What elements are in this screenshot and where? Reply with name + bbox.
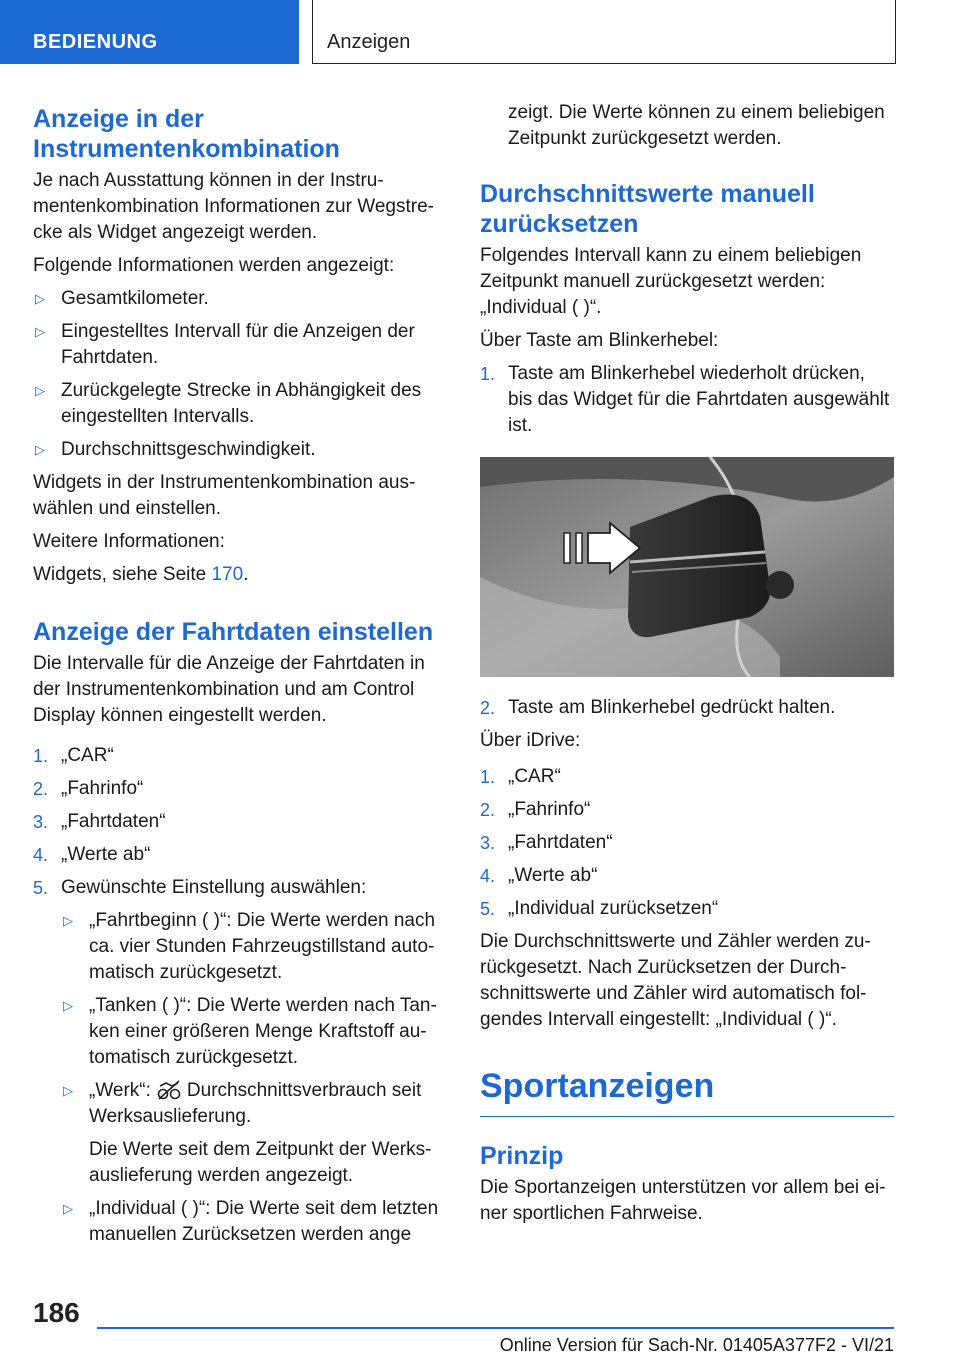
gear-factory-icon [157,1080,181,1100]
info-bullet-list [33,286,443,463]
list-item: 2. Taste am Blinkerhebel gedrückt halten. [480,697,836,718]
topic-tab: Anzeigen [312,0,896,64]
paragraph: Widgets in der Instrumentenkombination auswählen und einstellen. [33,472,416,519]
triangle-right-icon: ▷ [63,998,73,1013]
list-item: ▷ Zurückgelegte Strecke in Abhängigkeit des eingestellten Intervalls. [35,380,422,427]
list-item: 4. „Werte ab“ [480,865,598,886]
list-item: 1. „CAR“ [33,745,114,766]
right-column [480,100,894,1234]
paragraph: Folgende Informationen werden angezeigt: [33,255,395,276]
triangle-right-icon: ▷ [63,1083,73,1098]
list-item: ▷ „Individual ( )“: Die Werte seit dem letzten manuellen Zurücksetzen werden ange [63,1198,439,1245]
left-column [33,104,443,1255]
triangle-right-icon: ▷ [63,913,73,928]
footer-version-text: Online Version für Sach-Nr. 01405A377F2 - VI/21 [499,1335,894,1355]
list-item: 5. Gewünschte Einstellung auswählen: ▷ „Fahrtbeginn ( )“: Die Werte werden nach ca. vier Stunden Fahrzeugstillstand automatisch zurückgesetzt. ▷ „Tanken ( )“: Die Werte werden nach Tanken einer größeren Menge Kraftstoff automatisch zurückgesetzt. ▷ „Werk“: Durchschnittsverbrauch seit Werksauslieferung. Die Werte seit dem Zeitpunkt der Werksauslieferung werden angezeigt. ▷ „Individual ( )“: Die Werte seit dem letzten manuellen Zurücksetzen werden ange [33,875,443,1248]
heading-fahrtdaten-einstellen: Anzeige der Fahrtdaten einstellen [33,618,434,646]
list-item: 3. „Fahrtdaten“ [480,832,613,853]
heading-anzeige-instrumentenkombination: Anzeige in der Instrumentenkombination [33,105,340,163]
paragraph-page-reference: Widgets, siehe Seite 170. [33,564,249,585]
steps-list-lever-2 [480,695,894,721]
list-item-note: Die Werte seit dem Zeitpunkt der Werksauslieferung werden angezeigt. [89,1139,432,1186]
triangle-right-icon: ▷ [35,324,45,339]
list-item: 1. Taste am Blinkerhebel wiederholt drücken, bis das Widget für die Fahrtdaten ausgewählt ist. [480,363,890,436]
list-item: ▷ „Fahrtbeginn ( )“: Die Werte werden nach ca. vier Stunden Fahrzeugstillstand automatisch zurückgesetzt. [63,910,436,983]
steps-list-idrive [480,764,894,922]
turn-signal-lever-image [480,457,894,677]
list-item: ▷ Gesamtkilometer. [33,286,443,312]
paragraph: Über iDrive: [480,730,581,751]
list-item: ▷ Eingestelltes Intervall für die Anzeigen der Fahrtdaten. [35,321,415,368]
section-tab: BEDIENUNG [0,0,299,64]
steps-list [33,743,443,1248]
page-number: 186 [33,1297,80,1328]
triangle-right-icon: ▷ [35,291,45,306]
paragraph: Folgendes Intervall kann zu einem beliebigen Zeitpunkt manuell zurückgesetzt werden: „Individual ( )“. [480,245,862,318]
paragraph: Weitere Informationen: [33,531,225,552]
steps-list-lever [480,361,894,439]
triangle-right-icon: ▷ [35,442,45,457]
list-item: 2. „Fahrinfo“ [480,799,591,820]
heading-prinzip: Prinzip [480,1142,564,1170]
paragraph: Je nach Ausstattung können in der Instrumentenkombination Informationen zur Wegstrecke als Widget angezeigt werden. [33,170,434,243]
paragraph: Die Durchschnittswerte und Zähler werden zurückgesetzt. Nach Zurücksetzen der Durchschnittswerte und Zähler wird automatisch folgendes Intervall eingestellt: „Individual ( )“. [480,931,871,1030]
list-item: 5. „Individual zurücksetzen“ [480,898,719,919]
heading-durchschnittswerte-zuruecksetzen: Durchschnittswerte manuell zurücksetzen [480,180,815,238]
page-link-170[interactable]: 170 [211,564,244,585]
list-item: 1. „CAR“ [480,766,561,787]
list-item: 4. „Werte ab“ [33,844,151,865]
paragraph: Über Taste am Blinkerhebel: [480,330,719,351]
list-item: ▷ Durchschnittsgeschwindigkeit. [33,437,443,463]
settings-sublist [61,908,443,1248]
list-item: 2. „Fahrinfo“ [33,778,144,799]
list-item: ▷ „Tanken ( )“: Die Werte werden nach Tanken einer größeren Menge Kraftstoff automatisch zurückgesetzt. [63,995,437,1068]
list-item: ▷ „Werk“: Durchschnittsverbrauch seit Werksauslieferung. [63,1080,422,1127]
paragraph: Die Intervalle für die Anzeige der Fahrtdaten in der Instrumentenkombination und am Control Display können eingestellt werden. [33,653,425,726]
triangle-right-icon: ▷ [63,1201,73,1216]
paragraph-continuation: zeigt. Die Werte können zu einem beliebigen Zeitpunkt zurückgesetzt werden. [508,102,885,149]
footer-divider [97,1327,894,1329]
list-item: 3. „Fahrtdaten“ [33,811,166,832]
triangle-right-icon: ▷ [35,383,45,398]
heading-sportanzeigen: Sportanzeigen [480,1066,894,1117]
paragraph: Die Sportanzeigen unterstützen vor allem bei einer sportlichen Fahrweise. [480,1177,886,1224]
